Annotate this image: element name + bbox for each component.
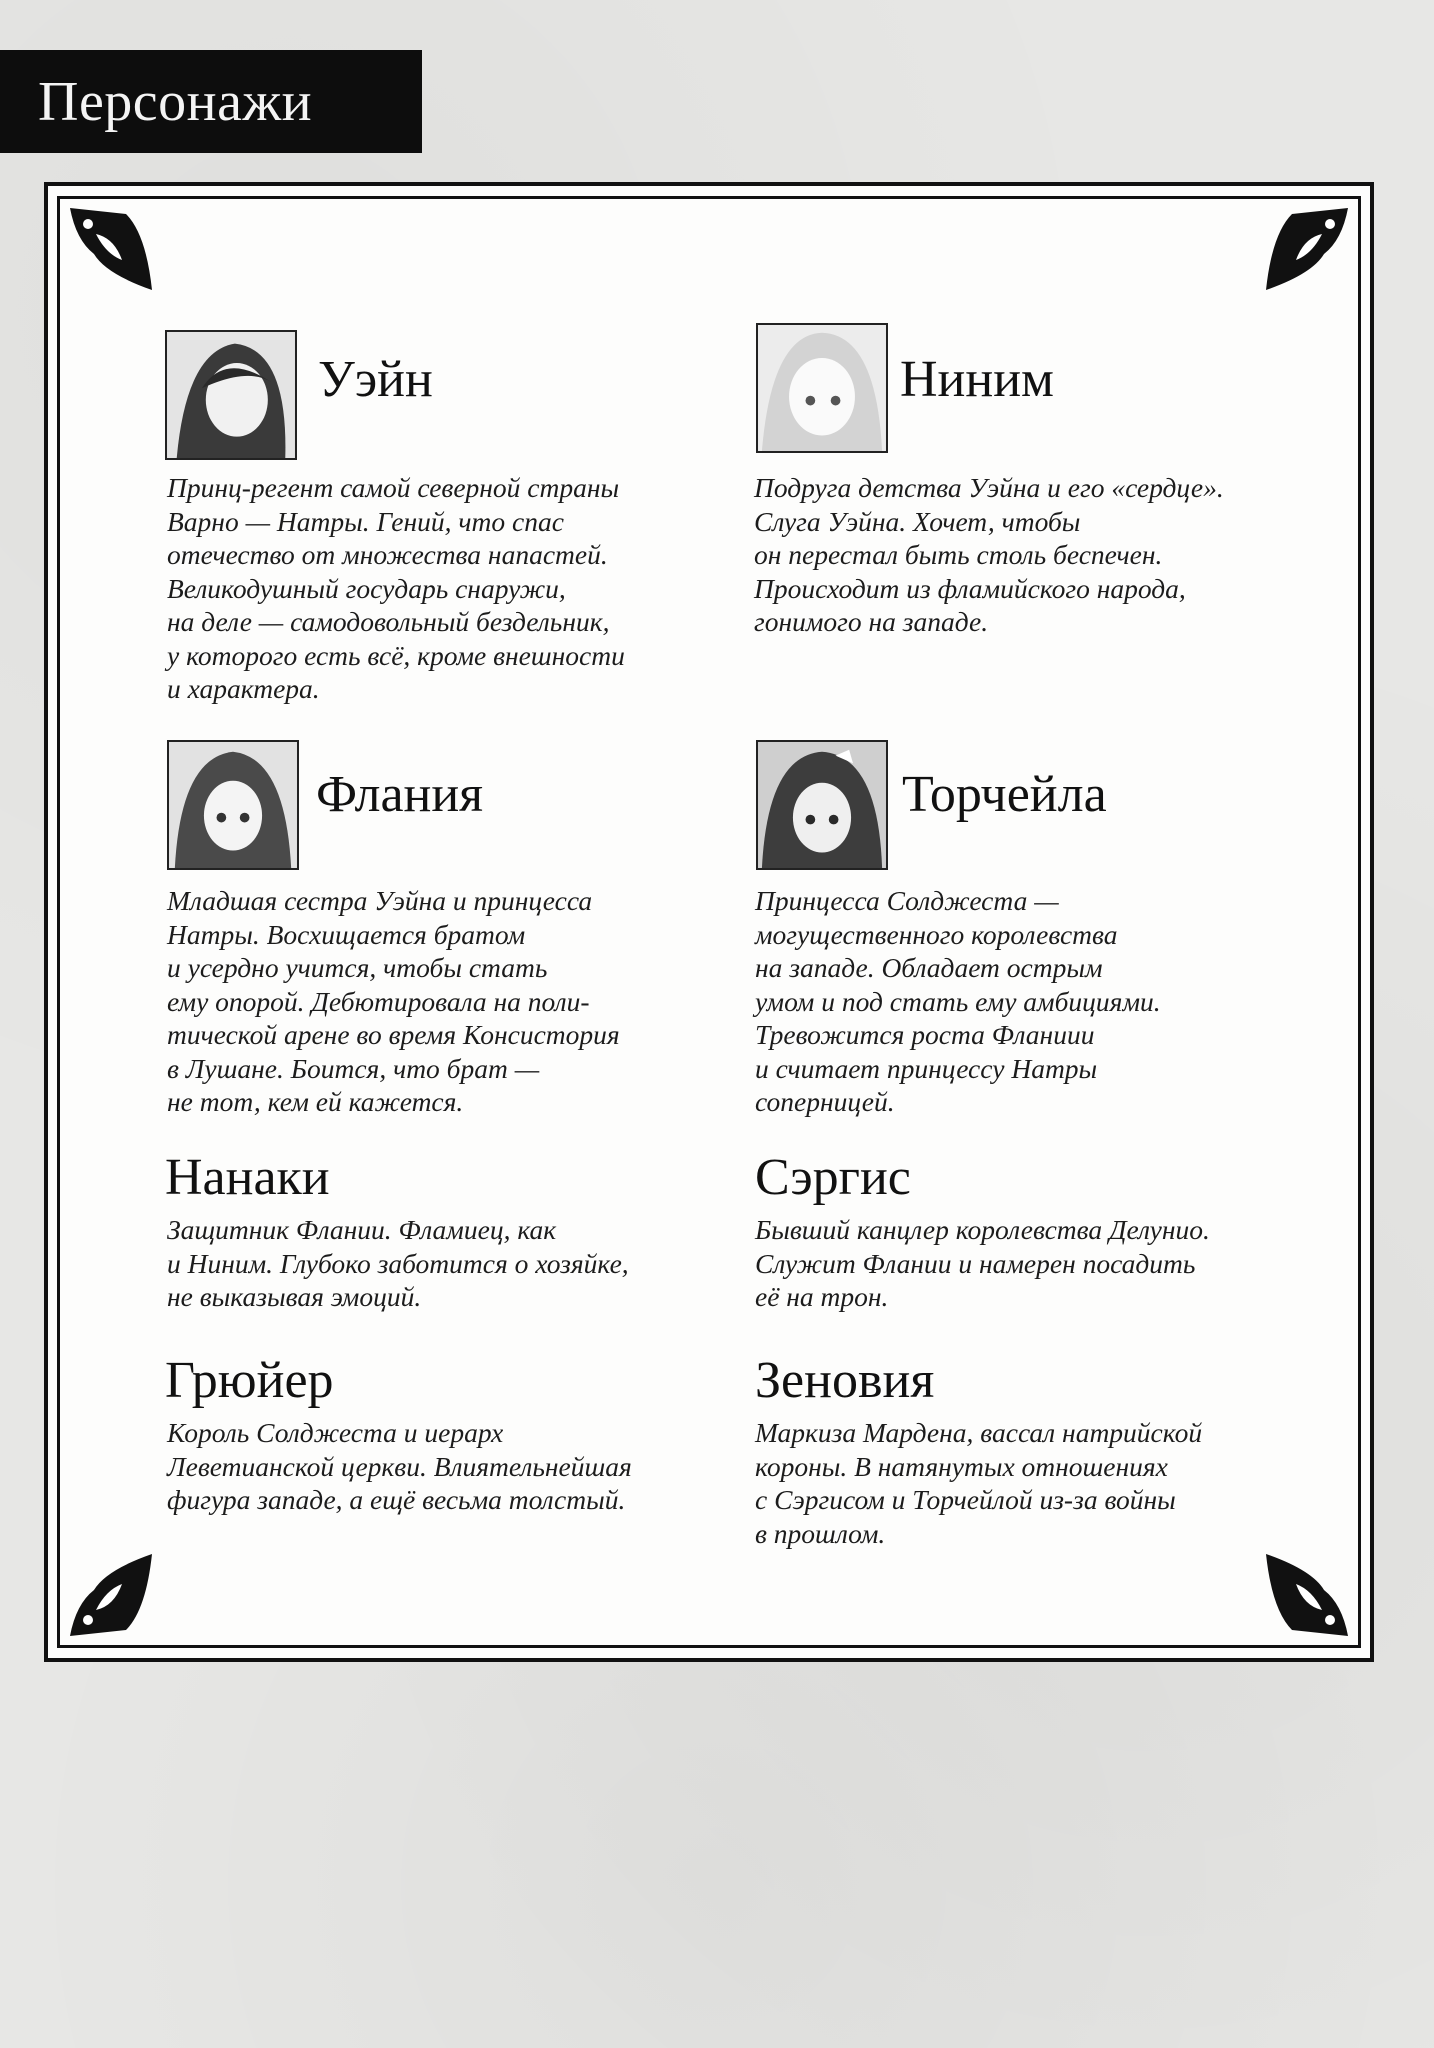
character-portrait xyxy=(756,323,888,453)
character-name: Нанаки xyxy=(165,1149,330,1206)
character-name: Грюйер xyxy=(165,1352,334,1409)
character-description: Защитник Флании. Фламиец, как и Ниним. Глубоко заботится о хозяйке, не выказывая эмоций. xyxy=(167,1214,629,1312)
character-name: Уэйн xyxy=(318,351,433,408)
character-name: Флания xyxy=(316,766,484,823)
corner-ornament-icon xyxy=(66,1550,156,1640)
character-name: Торчейла xyxy=(902,766,1107,823)
character-name: Сэргис xyxy=(755,1149,911,1206)
character-description: Маркиза Мардена, вассал натрийской короны. В натянутых отношениях с Сэргисом и Торчейлой из-за войны в прошлом. xyxy=(755,1417,1203,1549)
character-description: Король Солджеста и иерарх Леветианской церкви. Влиятельнейшая фигура западе, а ещё весьма толстый. xyxy=(167,1417,632,1515)
character-description: Принцесса Солджеста — могущественного королевства на западе. Обладает острым умом и под стать ему амбициями. Тревожится роста Фланиии и считает принцессу Натры соперницей. xyxy=(755,885,1161,1117)
page-title: Персонажи xyxy=(38,70,313,133)
character-description: Подруга детства Уэйна и его «сердце». Слуга Уэйна. Хочет, чтобы он перестал быть столь беспечен. Происходит из фламийского народа, гонимого на западе. xyxy=(754,472,1224,637)
corner-ornament-icon xyxy=(1262,1550,1352,1640)
character-name: Ниним xyxy=(900,351,1054,408)
character-description: Младшая сестра Уэйна и принцесса Натры. Восхищается братом и усердно учится, чтобы стать ему опорой. Дебютировала на поли- тической арене во время Консистория в Лушане. Боится, что брат — не тот, кем ей кажется. xyxy=(167,885,620,1117)
character-description: Бывший канцлер королевства Делунио. Служит Флании и намерен посадить её на трон. xyxy=(755,1214,1210,1312)
character-name: Зеновия xyxy=(755,1352,935,1409)
character-portrait xyxy=(167,740,299,870)
character-description: Принц-регент самой северной страны Варно — Натры. Гений, что спас отечество от множества напастей. Великодушный государь снаружи, на деле — самодовольный бездельник, у которого есть всё, кроме внешности и характера. xyxy=(167,472,625,704)
corner-ornament-icon xyxy=(66,204,156,294)
character-portrait xyxy=(165,330,297,460)
character-portrait xyxy=(756,740,888,870)
corner-ornament-icon xyxy=(1262,204,1352,294)
page-title-box xyxy=(0,50,422,153)
